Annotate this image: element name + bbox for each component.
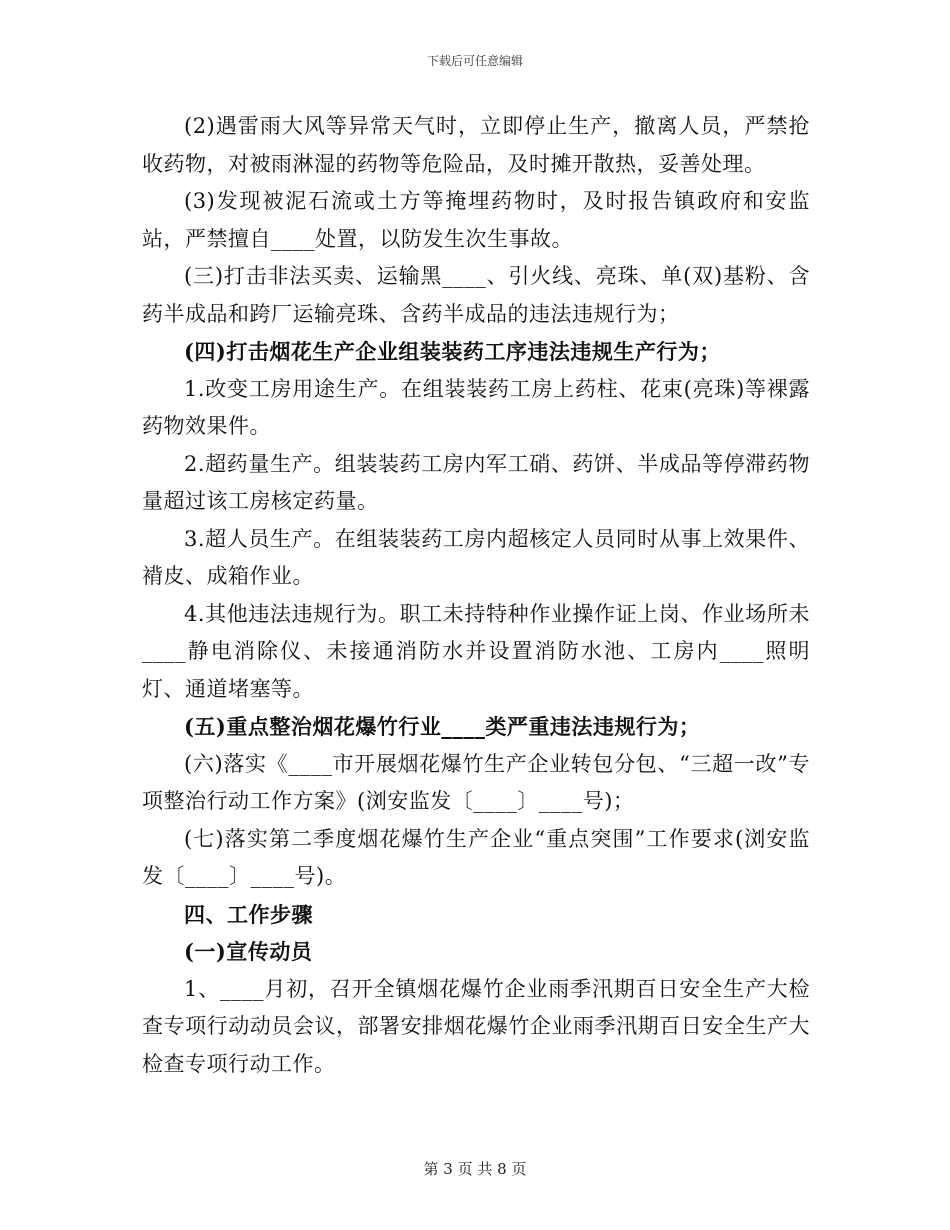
section-heading: 四、工作步骤 [184,901,313,927]
paragraph: (七)落实第二季度烟花爆竹生产企业“重点突围”工作要求(浏安监发〔____〕____号)。 [142,826,810,888]
paragraph: 1、____月初，召开全镇烟花爆竹企业雨季汛期百日安全生产大检查专项行动动员会议，部署安排烟花爆竹企业雨季汛期百日安全生产大检查专项行动工作。 [142,976,810,1076]
document-body [142,108,810,1083]
section-heading: (四)打击烟花生产企业组装装药工序违法违规生产行为； [184,339,721,364]
page-header: 下载后可任意编辑 [426,54,523,68]
section-heading: (五)重点整治烟花爆竹行业____类严重违法违规行为； [184,714,701,739]
subsection-heading: (一)宣传动员 [184,939,313,964]
paragraph: 2.超药量生产。组装装药工房内军工硝、药饼、半成品等停滞药物量超过该工房核定药量。 [142,451,810,513]
page-footer: 第 3 页 共 8 页 [423,1160,527,1178]
paragraph: (六)落实《____市开展烟花爆竹生产企业转包分包、“三超一改”专项整治行动工作方案》(浏安监发〔____〕____号)； [142,751,810,813]
paragraph: (3)发现被泥石流或土方等掩埋药物时，及时报告镇政府和安监站，严禁擅自____处置，以防发生次生事故。 [142,189,810,251]
paragraph: (2)遇雷雨大风等异常天气时，立即停止生产，撤离人员，严禁抢收药物，对被雨淋湿的药物等危险品，及时摊开散热，妥善处理。 [142,114,810,176]
paragraph: 4.其他违法违规行为。职工未持特种作业操作证上岗、作业场所未____静电消除仪、未接通消防水并设置消防水池、工房内____照明灯、通道堵塞等。 [142,601,810,701]
paragraph: 3.超人员生产。在组装装药工房内超核定人员同时从事上效果件、褙皮、成箱作业。 [142,526,810,588]
paragraph: 1.改变工房用途生产。在组装装药工房上药柱、花束(亮珠)等裸露药物效果件。 [142,376,810,438]
paragraph: (三)打击非法买卖、运输黑____、引火线、亮珠、单(双)基粉、含药半成品和跨厂运输亮珠、含药半成品的违法违规行为； [142,264,810,326]
